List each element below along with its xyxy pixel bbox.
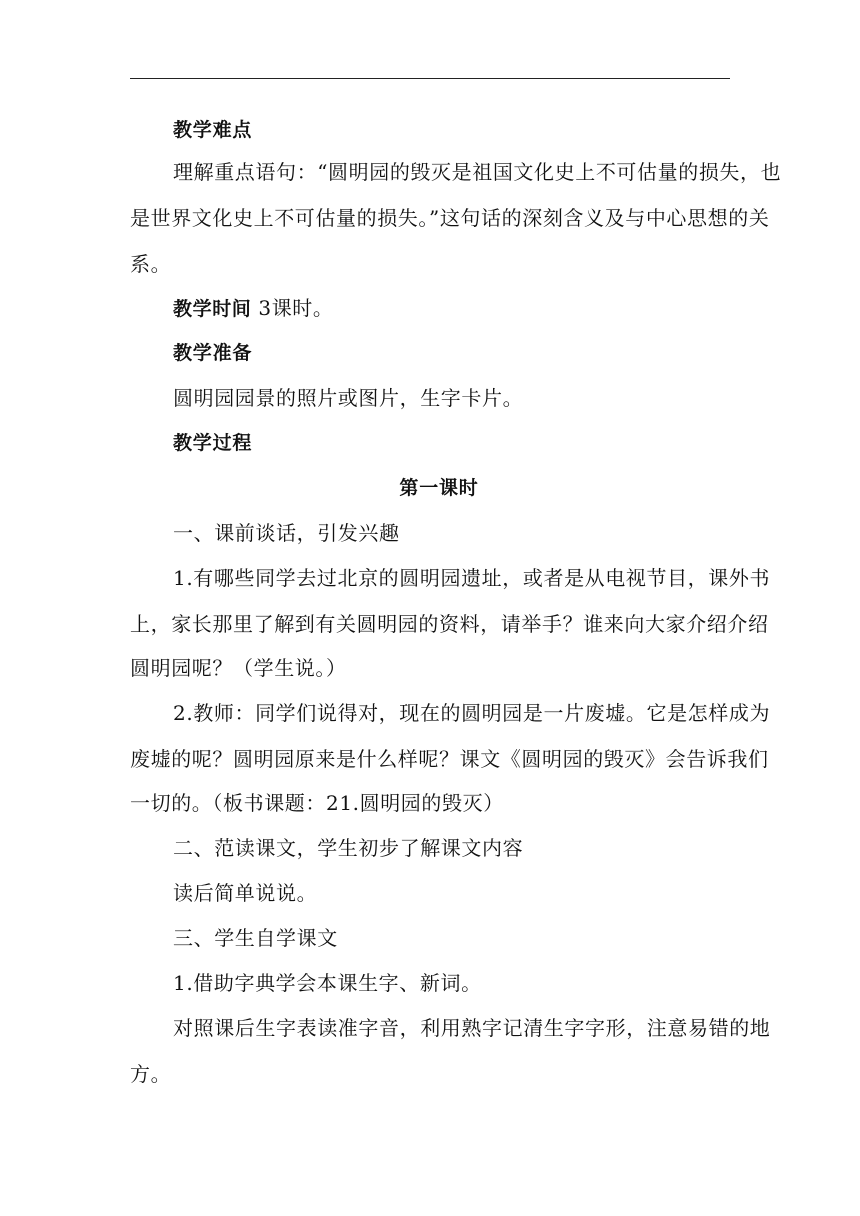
paragraph-line: 上，家长那里了解到有关圆明园的资料，请举手？谁来向大家介绍介绍 [130, 612, 769, 636]
step-heading: 一、课前谈话，引发兴趣 [173, 521, 400, 545]
paragraph-line: 2.教师：同学们说得对，现在的圆明园是一片废墟。它是怎样成为 [173, 701, 771, 725]
paragraph-line: 1.借助字典学会本课生字、新词。 [173, 971, 482, 995]
paragraph-line: 是世界文化史上不可估量的损失。”这句话的深刻含义及与中心思想的关 [130, 206, 770, 230]
section-heading-process: 教学过程 [173, 432, 253, 454]
teaching-time-line [173, 296, 334, 321]
paragraph-line: 圆明园呢？（学生说。） [130, 656, 347, 680]
section-heading-difficulty: 教学难点 [173, 119, 253, 141]
section-heading-time: 教学时间 [173, 298, 252, 320]
section-heading-preparation: 教学准备 [173, 342, 253, 364]
step-heading: 三、学生自学课文 [173, 926, 338, 950]
teaching-time-value: 3课时。 [251, 296, 334, 320]
step-heading: 二、范读课文，学生初步了解课文内容 [173, 836, 524, 860]
paragraph-line: 方。 [130, 1062, 172, 1086]
paragraph-line: 读后简单说说。 [173, 881, 318, 905]
lesson-heading: 第一课时 [399, 477, 479, 499]
paragraph-line: 理解重点语句：“圆明园的毁灭是祖国文化史上不可估量的损失，也 [173, 160, 782, 184]
paragraph-line: 1.有哪些同学去过北京的圆明园遗址，或者是从电视节目，课外书 [173, 566, 771, 590]
paragraph-line: 一切的。（板书课题：21.圆明园的毁灭） [130, 791, 504, 815]
paragraph-line: 废墟的呢？圆明园原来是什么样呢？课文《圆明园的毁灭》会告诉我们 [130, 747, 769, 771]
paragraph-line: 对照课后生字表读准字音，利用熟字记清生字字形，注意易错的地 [173, 1016, 771, 1040]
paragraph-line: 圆明园园景的照片或图片，生字卡片。 [173, 386, 524, 410]
paragraph-line: 系。 [130, 252, 172, 276]
